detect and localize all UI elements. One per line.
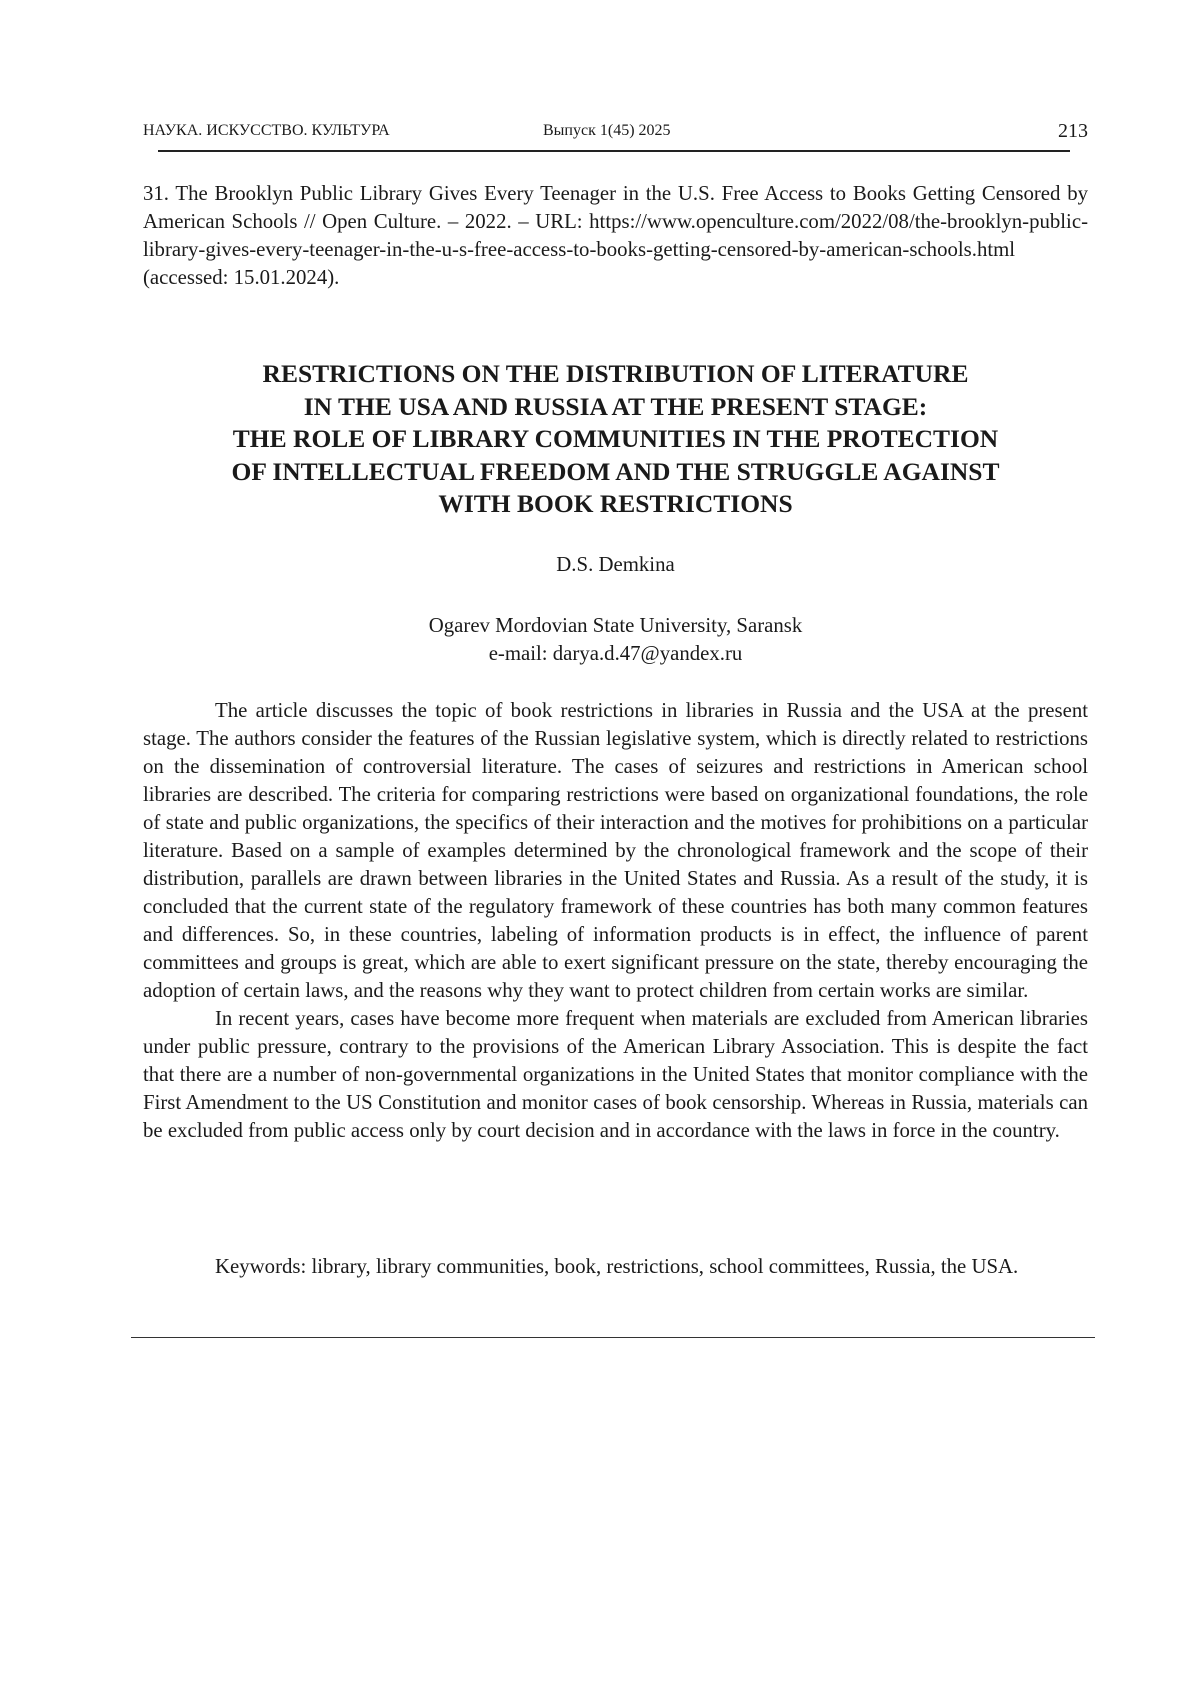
author-name: D.S. Demkina	[556, 553, 675, 576]
title-line: THE ROLE OF LIBRARY COMMUNITIES IN THE PROTECTION	[232, 424, 999, 453]
header-divider	[158, 150, 1070, 152]
journal-name: НАУКА. ИСКУССТВО. КУЛЬТУРА	[143, 122, 390, 139]
article-title	[143, 358, 1088, 521]
running-header	[143, 120, 1088, 150]
affiliation-block	[143, 612, 1088, 668]
affiliation: Ogarev Mordovian State University, Saransk	[428, 614, 803, 637]
footer-divider	[131, 1337, 1095, 1338]
title-line: WITH BOOK RESTRICTIONS	[438, 489, 793, 518]
page-number: 213	[1058, 120, 1088, 142]
author-email: e-mail: darya.d.47@yandex.ru	[488, 642, 743, 665]
abstract-paragraph: In recent years, cases have become more frequent when materials are excluded from American libraries under public pressure, contrary to the provisions of the American Library Association. This is despite the fact that there are a number of non-governmental organizations in the United States that monitor compliance with the First Amendment to the US Constitution and monitor cases of book censorship. Whereas in Russia, materials can be excluded from public access only by court decision and in accordance with the laws in force in the country.	[143, 1007, 1088, 1142]
title-line: OF INTELLECTUAL FREEDOM AND THE STRUGGLE AGAINST	[231, 456, 1000, 486]
title-line: IN THE USA AND RUSSIA AT THE PRESENT STAGE:	[303, 391, 928, 421]
reference-entry: 31. The Brooklyn Public Library Gives Every Teenager in the U.S. Free Access to Books Getting Censored by American Schools // Open Culture. – 2022. – URL: https://www.openculture.com/2022/08/the-brooklyn-public-library-gives-every-teenager-in-the-u-s-free-access-to-books-getting-censored-by-american-schools.html (accessed: 15.01.2024).	[143, 182, 1088, 289]
abstract	[143, 697, 1088, 1145]
abstract-paragraph: The article discusses the topic of book restrictions in libraries in Russia and the USA at the present stage. The authors consider the features of the Russian legislative system, which is directly related to restrictions on the dissemination of controversial literature. The cases of seizures and restrictions in American school libraries are described. The criteria for comparing restrictions were based on organizational foundations, the role of state and public organizations, the specifics of their interaction and the motives for prohibitions on a particular literature. Based on a sample of examples determined by the chronological framework and the scope of their distribution, parallels are drawn between libraries in the United States and Russia. As a result of the study, it is concluded that the current state of the regulatory framework of these countries has both many common features and differences. So, in these countries, labeling of information products is in effect, the influence of parent committees and groups is great, which are able to exert significant pressure on the state, thereby encouraging the adoption of certain laws, and the reasons why they want to protect children from certain works are similar.	[143, 699, 1088, 1002]
title-line: RESTRICTIONS ON THE DISTRIBUTION OF LITERATURE	[262, 359, 969, 388]
keywords: Keywords: library, library communities, book, restrictions, school committees, Russia, the USA.	[215, 1255, 1019, 1278]
issue-label: Выпуск 1(45) 2025	[543, 122, 671, 139]
